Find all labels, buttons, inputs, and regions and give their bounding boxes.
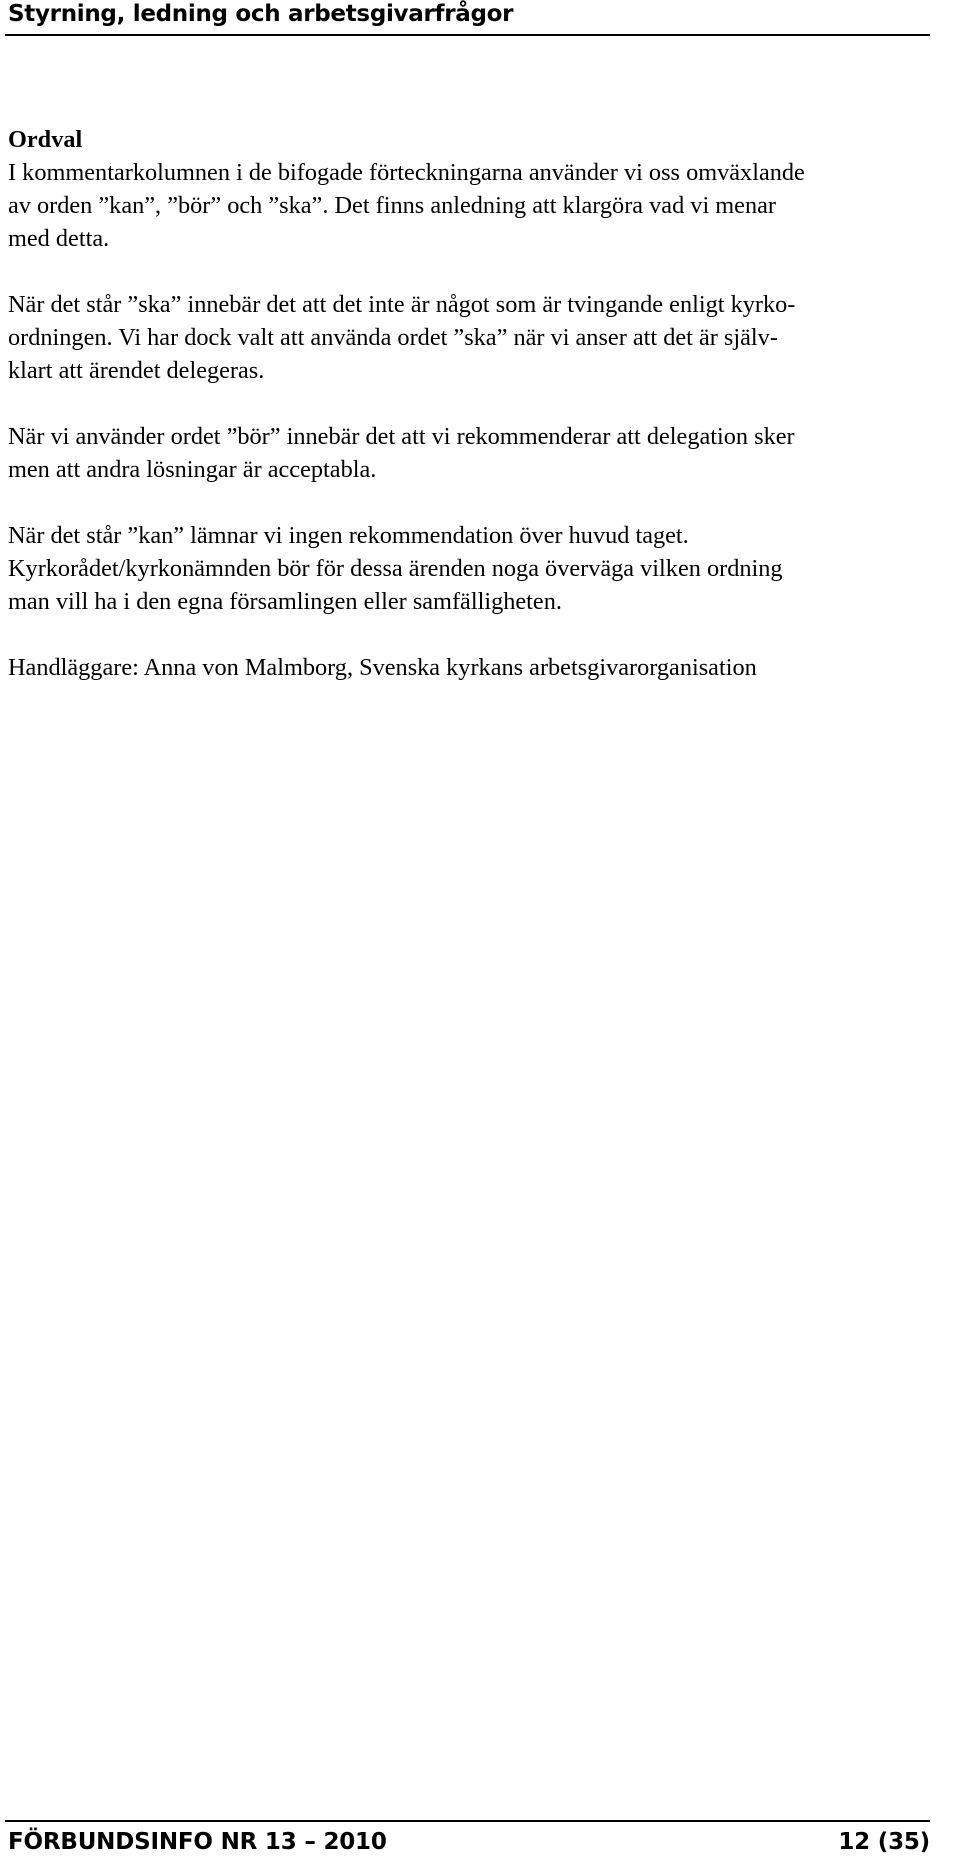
paragraph-line: Handläggare: Anna von Malmborg, Svenska kyrkans arbetsgivarorganisation [8, 654, 757, 681]
page-footer [5, 1820, 930, 1864]
paragraph-line: När det står ”ska” innebär det att det inte är något som är tvingande enligt kyrko- [8, 291, 796, 318]
footer-publication: FÖRBUNDSINFO NR 13 – 2010 [8, 1829, 387, 1855]
section-heading: Ordval [8, 126, 83, 153]
footer-rule [5, 1820, 930, 1822]
paragraph-line: av orden ”kan”, ”bör” och ”ska”. Det finns anledning att klargöra vad vi menar [8, 192, 776, 219]
paragraph-line: klart att ärendet delegeras. [8, 357, 265, 384]
paragraph-line: Kyrkorådet/kyrkonämnden bör för dessa ärenden noga överväga vilken ordning [8, 555, 783, 582]
paragraph-line: men att andra lösningar är acceptabla. [8, 456, 377, 483]
paragraph-line: man vill ha i den egna församlingen eller samfälligheten. [8, 588, 562, 615]
footer-page-number: 12 (35) [838, 1829, 930, 1855]
paragraph-line: med detta. [8, 225, 110, 252]
header-rule [5, 34, 930, 36]
page-header [5, 0, 930, 40]
paragraph-line: När det står ”kan” lämnar vi ingen rekommendation över huvud taget. [8, 522, 689, 549]
paragraph-kan [8, 519, 938, 618]
paragraph-ska [8, 288, 938, 387]
paragraph-line: När vi använder ordet ”bör” innebär det att vi rekommenderar att delegation sker [8, 423, 795, 450]
header-title: Styrning, ledning och arbetsgivarfrågor [8, 1, 514, 27]
paragraph-bor [8, 420, 938, 486]
document-body [8, 123, 938, 717]
paragraph-handlaggare [8, 651, 938, 684]
paragraph-intro [8, 156, 938, 255]
paragraph-line: I kommentarkolumnen i de bifogade förteckningarna använder vi oss omväxlande [8, 159, 805, 186]
paragraph-line: ordningen. Vi har dock valt att använda ordet ”ska” när vi anser att det är själv- [8, 324, 778, 351]
